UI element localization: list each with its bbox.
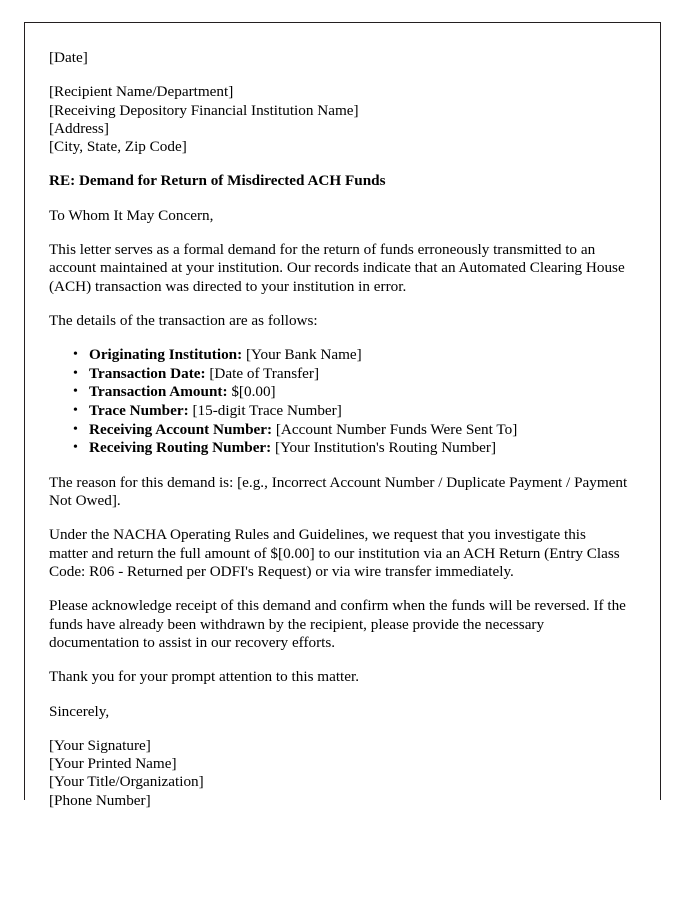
signature-line: [Your Signature]: [49, 736, 151, 754]
detail-label: Transaction Date:: [89, 364, 206, 382]
detail-value: [Your Institution's Routing Number]: [275, 439, 497, 457]
list-item: [89, 365, 628, 384]
recipient-address-line: [Address]: [49, 119, 109, 137]
date-block: [49, 49, 628, 67]
detail-label: Receiving Routing Number:: [89, 439, 272, 457]
signature-block: [49, 737, 628, 810]
recipient-address-block: [49, 83, 628, 156]
document-body: [25, 23, 660, 810]
document-page: [24, 22, 661, 809]
list-item: [89, 439, 628, 458]
list-item: [89, 383, 628, 402]
detail-value: [Account Number Funds Were Sent To]: [275, 420, 518, 438]
salutation: To Whom It May Concern,: [49, 206, 214, 224]
detail-label: Originating Institution:: [89, 346, 243, 364]
detail-value: $[0.00]: [231, 383, 276, 401]
thanks-paragraph: Thank you for your prompt attention to this matter.: [49, 668, 360, 686]
reason-paragraph: The reason for this demand is: [e.g., Incorrect Account Number / Duplicate Payment / Payment Not Owed].: [49, 473, 628, 510]
printed-name-line: [Your Printed Name]: [49, 755, 177, 773]
detail-label: Receiving Account Number:: [89, 420, 273, 438]
recipient-city-state-zip-line: [City, State, Zip Code]: [49, 138, 187, 156]
acknowledge-paragraph: Please acknowledge receipt of this demand and confirm when the funds will be reversed. If the funds have already been withdrawn by the recipient, please provide the necessary documentation to assist in our recovery efforts.: [49, 597, 626, 651]
detail-value: [Your Bank Name]: [245, 346, 362, 364]
detail-label: Transaction Amount:: [89, 383, 228, 401]
list-item: [89, 346, 628, 365]
detail-label: Trace Number:: [89, 402, 189, 420]
list-item: [89, 421, 628, 440]
title-organization-line: [Your Title/Organization]: [49, 773, 204, 791]
recipient-name-line: [Recipient Name/Department]: [49, 83, 234, 101]
transaction-details-list: [49, 346, 628, 458]
phone-number-line: [Phone Number]: [49, 791, 151, 809]
detail-value: [15-digit Trace Number]: [192, 402, 342, 420]
recipient-institution-line: [Receiving Depository Financial Institution Name]: [49, 101, 359, 119]
date-line: [Date]: [49, 49, 88, 66]
closing: Sincerely,: [49, 702, 110, 720]
nacha-paragraph: Under the NACHA Operating Rules and Guidelines, we request that you investigate this matter and return the full amount of $[0.00] to our institution via an ACH Return (Entry Class Code: R06 - Returned per ODFI's Request) or via wire transfer immediately.: [49, 526, 620, 581]
detail-value: [Date of Transfer]: [209, 364, 320, 382]
subject-line: RE: Demand for Return of Misdirected ACH Funds: [49, 172, 386, 190]
intro-paragraph: This letter serves as a formal demand for the return of funds erroneously transmitted to an account maintained at your institution. Our records indicate that an Automated Clearing House (ACH) transaction was directed to your institution in error.: [49, 241, 625, 295]
details-lead-in: The details of the transaction are as follows:: [49, 311, 318, 329]
list-item: [89, 402, 628, 421]
